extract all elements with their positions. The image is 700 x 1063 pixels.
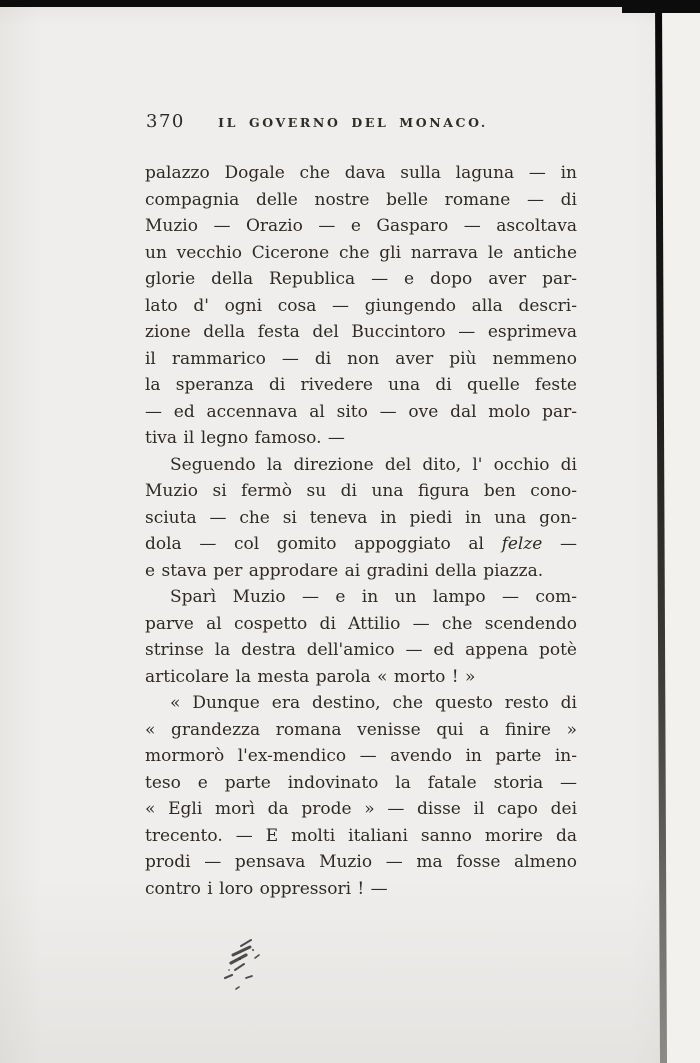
text-line: il rammarico — di non aver più nemmeno <box>145 348 577 369</box>
text-line: Muzio — Orazio — e Gasparo — ascoltava <box>145 216 577 236</box>
text-line: articolare la mesta parola « morto ! » <box>145 666 476 687</box>
running-title: IL GOVERNO DEL MONACO. <box>218 115 488 130</box>
text-line: trecento. — E molti italiani sanno morire da <box>145 825 577 846</box>
text-line: teso e parte indovinato la fatale storia — <box>145 772 577 793</box>
ink-smudge-artifact <box>205 926 280 998</box>
text-line: e stava per approdare ai gradini della piazza. <box>145 560 544 581</box>
page-number: 370 <box>146 111 185 132</box>
page-body <box>145 160 577 902</box>
text-line: zione della festa del Buccintoro — esprimeva <box>145 322 577 342</box>
text-line: un vecchio Cicerone che gli narrava le antiche <box>145 242 577 263</box>
scan-outer-strip <box>662 0 700 1063</box>
text-line: Sparì Muzio — e in un lampo — com- <box>170 587 577 607</box>
text-line: palazzo Dogale che dava sulla laguna — in <box>145 163 577 183</box>
text-line: compagnia delle nostre belle romane — di <box>145 189 577 210</box>
text-line: parve al cospetto di Attilio — che scendendo <box>145 613 577 634</box>
text-line: la speranza di rivedere una di quelle feste <box>145 375 577 395</box>
text-line: Seguendo la direzione del dito, l' occhio di <box>170 454 577 475</box>
text-line: « Dunque era destino, che questo resto di <box>170 693 577 713</box>
text-line: dola — col gomito appoggiato al felze — <box>145 534 578 554</box>
text-line: — ed accennava al sito — ove dal molo par- <box>145 401 577 422</box>
text-line: mormorò l'ex-mendico — avendo in parte in- <box>145 746 577 766</box>
text-line: lato d' ogni cosa — giungendo alla descri- <box>145 295 577 316</box>
text-line: contro i loro oppressori ! — <box>145 878 388 899</box>
text-line: sciuta — che si teneva in piedi in una gon- <box>145 507 577 528</box>
text-line: « grandezza romana venisse qui a finire » <box>145 719 577 740</box>
text-line: strinse la destra dell'amico — ed appena potè <box>145 640 577 660</box>
scan-top-edge-bar <box>0 0 700 7</box>
text-line: tiva il legno famoso. — <box>145 428 345 448</box>
text-line: Muzio si fermò su di una figura ben cono- <box>145 481 577 501</box>
text-line: prodi — pensava Muzio — ma fosse almeno <box>145 852 577 872</box>
page-header <box>145 110 577 136</box>
text-line: glorie della Republica — e dopo aver par- <box>145 269 577 289</box>
text-line: « Egli morì da prode » — disse il capo dei <box>145 799 577 819</box>
